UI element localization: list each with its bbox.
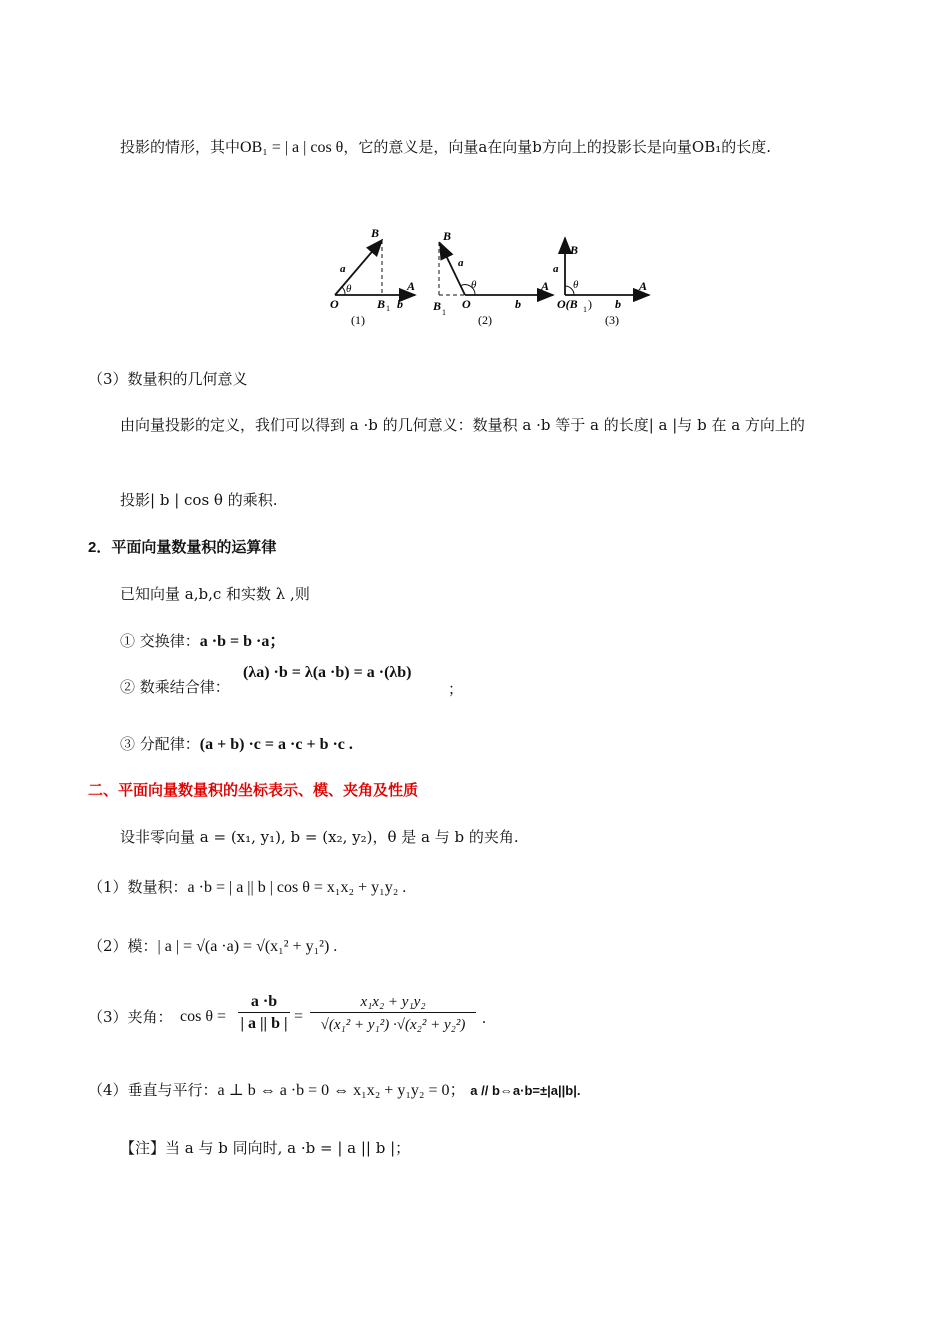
label-A-3: A: [639, 279, 648, 293]
dot-label: （1）数量积：: [88, 878, 188, 896]
law-1-label: ① 交换律：: [120, 632, 200, 650]
projection-sentence: [120, 136, 771, 159]
angle-label: （3）夹角：: [88, 1008, 173, 1026]
geo-heading: （3）数量积的几何意义: [88, 370, 248, 388]
modulus-line: [88, 935, 337, 958]
frac2-denominator: √(x₁² + y₁²) ·√(x₂² + y₂²): [320, 1017, 466, 1033]
label-theta-1: θ: [346, 283, 352, 295]
label-sub1-2: 1: [442, 308, 446, 317]
frac2-numerator: x₁x₂ + y₁y₂: [360, 994, 426, 1010]
law-3-label: ③ 分配律：: [120, 735, 200, 753]
law-1-formula: a ·b = b ·a；: [199, 633, 286, 650]
angle-eq: =: [294, 1008, 304, 1025]
mod-formula: | a | = √(a ·a) = √(x₁² + y₁²) .: [157, 938, 338, 955]
geo-line-1: 由向量投影的定义，我们可以得到 a ·b 的几何意义：数量积 a ·b 等于 a 的长度| a |与 b 在 a 方向上的: [120, 416, 805, 434]
label-a-1: a: [340, 263, 346, 275]
law-2-formula: (λa) ·b = λ(a ·b) = a ·(λb): [243, 664, 412, 681]
label-A-1: A: [407, 279, 416, 293]
label-B1-1: B: [377, 297, 386, 311]
dot-product-line: [88, 876, 406, 899]
law-2-label: ② 数乘结合律：: [120, 678, 230, 696]
geo-line-2: 投影| b | cos θ 的乘积.: [120, 491, 278, 509]
label-sub1-3: 1: [583, 305, 587, 314]
angle-end: .: [482, 1010, 486, 1027]
projection-text-after: ，它的意义是，向量a在向量b方向上的投影长是向量OB₁的长度.: [343, 138, 771, 156]
label-B-2: B: [443, 229, 452, 243]
label-OB1-close-3: ): [588, 297, 592, 311]
label-theta-2: θ: [471, 279, 477, 291]
label-O-1: O: [330, 297, 339, 311]
label-b-1: b: [397, 297, 403, 311]
label-B-3: B: [570, 243, 579, 257]
frac1-numerator: a ·b: [250, 993, 278, 1010]
caption-1: (1): [351, 313, 365, 327]
diagram-1: [330, 226, 415, 327]
diagram-3: [553, 238, 649, 327]
coords-heading: 二、平面向量数量积的坐标表示、模、夹角及性质: [88, 782, 419, 799]
laws-intro: 已知向量 a,b,c 和实数 λ ,则: [120, 585, 310, 603]
caption-3: (3): [605, 313, 619, 327]
law-3: [120, 733, 353, 756]
label-a-2: a: [458, 257, 464, 269]
vector-a-2: [440, 243, 465, 295]
angle-lhs: cos θ =: [180, 1008, 227, 1025]
dot-formula: a ·b = | a || b | cos θ = x₁x₂ + y₁y₂ .: [187, 879, 407, 896]
projection-figure: [325, 222, 665, 332]
diagram-2: [432, 229, 553, 327]
label-A-2: A: [541, 279, 550, 293]
label-a-3: a: [553, 263, 559, 275]
projection-formula: OB₁ = | a | cos θ: [240, 139, 344, 156]
law-2-end: ；: [448, 680, 464, 698]
perp-line: [88, 1079, 580, 1102]
perp-label: （4）垂直与平行：: [88, 1081, 218, 1099]
caption-2: (2): [478, 313, 492, 327]
label-OB1-3: O(B: [557, 297, 578, 311]
projection-text-before: 投影的情形，其中: [120, 138, 241, 156]
laws-heading: 2．平面向量数量积的运算律: [88, 539, 277, 556]
label-B-1: B: [371, 226, 380, 240]
angle-fraction-2: [310, 992, 476, 1037]
law-1: [120, 630, 285, 653]
label-theta-3: θ: [573, 279, 579, 291]
mod-label: （2）模：: [88, 937, 158, 955]
law-3-formula: (a + b) ·c = a ·c + b ·c .: [199, 736, 353, 753]
label-B1-2: B: [433, 299, 442, 313]
frac1-denominator: | a || b |: [240, 1015, 288, 1032]
label-b-2: b: [515, 297, 521, 311]
perp-formula: a ⊥ b ⇔ a ·b = 0 ⇔ x₁x₂ + y₁y₂ = 0；: [217, 1082, 466, 1099]
para-formula: a // b⇔a·b=±|a||b|.: [470, 1083, 581, 1098]
note-line: 【注】当 a 与 b 同向时, a ·b = | a || b |；: [120, 1139, 411, 1157]
coords-intro: 设非零向量 a = (x₁, y₁), b = (x₂, y₂)，θ 是 a 与 b 的夹角.: [120, 828, 519, 846]
label-b-3: b: [615, 297, 621, 311]
angle-arc-1: [342, 287, 345, 295]
label-sub1-1: 1: [386, 304, 390, 313]
label-O-2: O: [462, 297, 471, 311]
angle-fraction-1: [238, 992, 290, 1035]
